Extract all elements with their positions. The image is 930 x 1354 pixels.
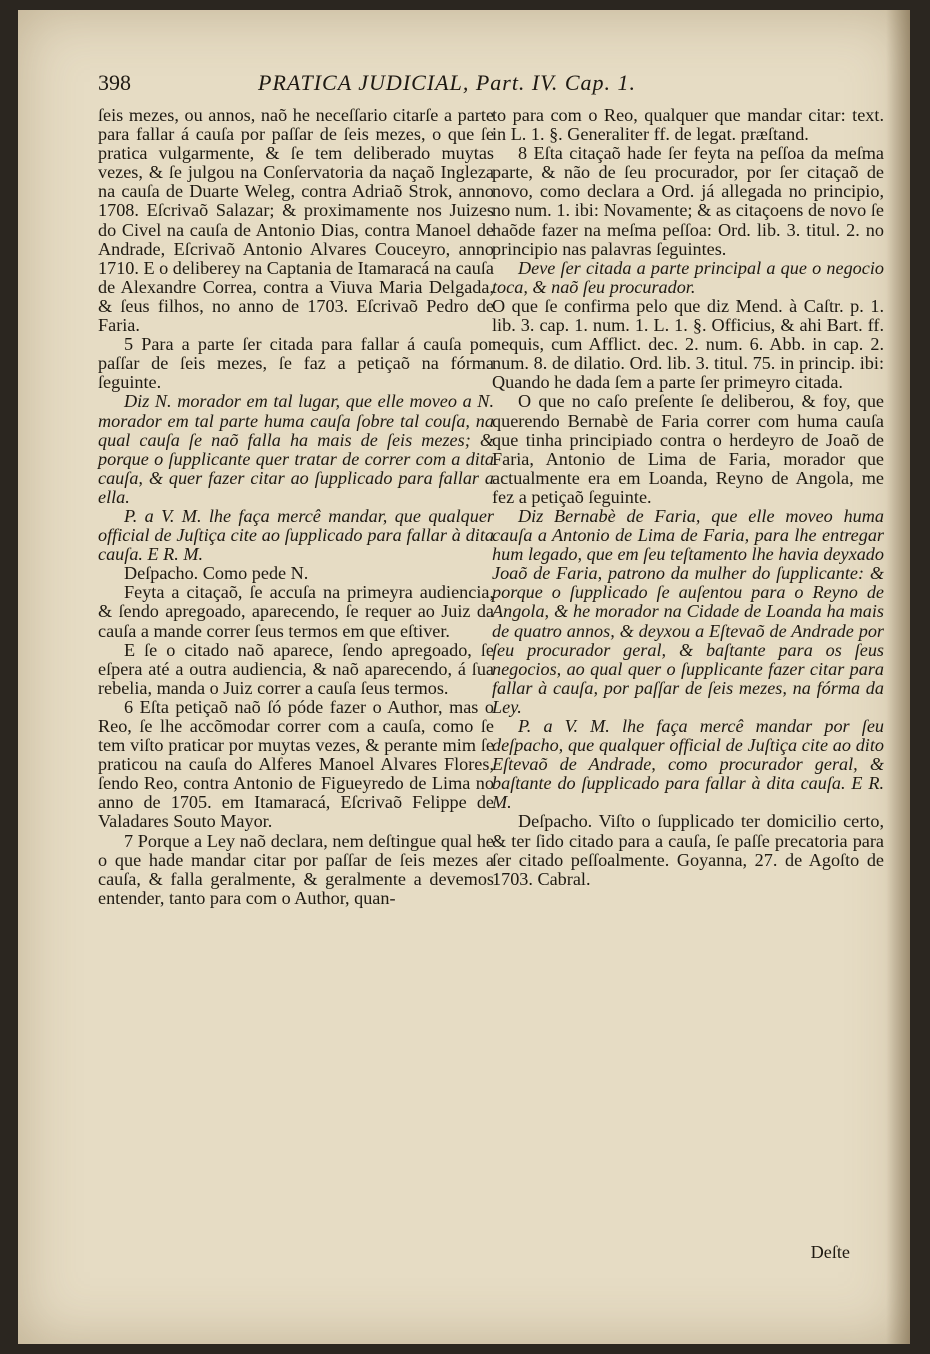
right-paragraph-4: O que no caſo preſente ſe deliberou, & foy, que querendo Bernabè de Faria correr com huma cauſa que tinha principiado contra o herdeyro de Joaõ de Faria, Antonio de Lima de Faria, morador que actualmente era em Loanda, Reyno de Angola, me fez a petiçaõ ſeguinte. [492, 391, 884, 507]
left-paragraph-4: Feyta a citaçaõ, ſe accuſa na primeyra audiencia, & ſendo apregoado, aparecendo, ſe requer ao Juiz da cauſa a mande correr ſeus termos em que eſtiver. [98, 582, 494, 641]
left-paragraph-5: E ſe o citado naõ aparece, ſendo apregoado, ſe eſpera até a outra audiencia, & naõ aparecendo, á ſua rebelia, manda o Juiz correr a cauſa ſeus termos. [98, 639, 494, 698]
left-paragraph-2: 5 Para a parte ſer citada para fallar á cauſa por paſſar de ſeis mezes, ſe faz a petiçaõ na fórma ſeguinte. [98, 334, 494, 393]
book-page [18, 10, 910, 1344]
left-paragraph-6: 6 Eſta petiçaõ naõ ſó póde fazer o Author, mas o Reo, ſe lhe accõmodar correr com a cauſa, como ſe tem viſto praticar por muytas vezes, & perante mim ſe praticou na cauſa do Alferes Manoel Alvares Flores, ſendo Reo, contra Antonio de Figueyredo de Lima no anno de 1705. em Itamaracá, Eſcrivaõ Felippe de Valadares Souto Mayor. [98, 696, 494, 832]
right-petition-1: Diz Bernabè de Faria, que elle moveo huma cauſa a Antonio de Lima de Faria, para lhe entregar hum legado, que em ſeu teſtamento lhe havia deyxado Joaõ de Faria, patrono da mulher do ſupplicante: & porque o ſupplicado ſe auſentou para o Reyno de Angola, & he morador na Cidade de Loanda ha mais de quatro annos, & deyxou a Eſtevaõ de Andrade por ſeu procurador geral, & baſtante para os ſeus negocios, ao qual quer o ſupplicante fazer citar para fallar à cauſa, por paſſar de ſeis mezes, na fórma da Ley. [492, 505, 884, 717]
right-paragraph-2: 8 Eſta citaçaõ hade ſer feyta na peſſoa da meſma parte, & não de ſeu procurador, por ſer citaçaõ de novo, como declara a Ord. já allegada no principio, no num. 1. ibi: Novamente; & as citaçoens de novo ſe haõde fazer na meſma peſſoa: Ord. lib. 3. titul. 2. no principio nas palavras ſeguintes. [492, 143, 884, 259]
right-paragraph-5: Deſpacho. Viſto o ſupplicado ter domicilio certo, & ter ſido citado para a cauſa, ſe paſſe precatoria para ſer citado peſſoalmente. Goyanna, 27. de Agoſto de 1703. Cabral. [492, 811, 884, 889]
page-number: 398 [98, 70, 131, 95]
right-quotation: Deve ſer citada a parte principal a que o negocio toca, & naõ ſeu procurador. [492, 257, 884, 297]
left-column [98, 106, 494, 908]
running-title: PRATICA JUDICIAL, Part. IV. Cap. 1. [258, 70, 637, 95]
right-petition-2: P. a V. M. lhe faça mercê mandar por ſeu deſpacho, que qualquer official de Juſtiça cite ao dito Eſtevaõ de Andrade, como procurador geral, & baſtante do ſupplicado para fallar à dita cauſa. E R. M. [492, 716, 884, 813]
right-column [492, 106, 884, 889]
left-paragraph-3: Deſpacho. Como pede N. [124, 563, 309, 584]
page-header [98, 68, 708, 104]
right-paragraph-1: to para com o Reo, qualquer que mandar citar: text. in L. 1. §. Generaliter ff. de legat. præſtand. [492, 105, 884, 145]
right-paragraph-3: O que ſe confirma pelo que diz Mend. à Caſtr. p. 1. lib. 3. cap. 1. num. 1. L. 1. §. Officius, & ahi Bart. ff. nequis, cum Afflict. dec. 2. num. 6. Abb. in cap. 2. num. 8. de dilatio. Ord. lib. 3. titul. 75. in princip. ibi: Quando he dada ſem a parte ſer primeyro citada. [492, 295, 884, 393]
left-petition-2: P. a V. M. lhe faça mercê mandar, que qualquer official de Juſtiça cite ao ſupplicado para fallar à dita cauſa. E R. M. [98, 505, 494, 565]
left-petition-1: Diz N. morador em tal lugar, que elle moveo a N. morador em tal parte huma cauſa ſobre tal couſa, na qual cauſa ſe naõ falla ha mais de ſeis mezes; & porque o ſupplicante quer tratar de correr com a dita cauſa, & quer fazer citar ao ſupplicado para fallar a ella. [98, 391, 494, 507]
left-paragraph-7: 7 Porque a Ley naõ declara, nem deſtingue qual he o que hade mandar citar por paſſar de ſeis mezes a cauſa, & falla geralmente, & geralmente a devemos entender, tanto para com o Author, quan- [98, 830, 494, 908]
page-spine-shadow [886, 10, 910, 1344]
catchword: Deſte [810, 1242, 850, 1262]
left-paragraph-1: ſeis mezes, ou annos, naõ he neceſſario citarſe a parte para fallar á cauſa por paſſar de ſeis mezes, o que ſe pratica vulgarmente, & ſe tem deliberado muytas vezes, & ſe julgou na Conſervatoria da naçaõ Ingleza na cauſa de Duarte Weleg, contra Adriaõ Strok, anno 1708. Eſcrivaõ Salazar; & proximamente nos Juizes do Civel na cauſa de Antonio Dias, contra Manoel de Andrade, Eſcrivaõ Antonio Alvares Couceyro, anno 1710. E o deliberey na Captania de Itamaracá na cauſa de Alexandre Correa, contra a Viuva Maria Delgada, & ſeus filhos, no anno de 1703. Eſcrivaõ Pedro de Faria. [98, 105, 494, 336]
